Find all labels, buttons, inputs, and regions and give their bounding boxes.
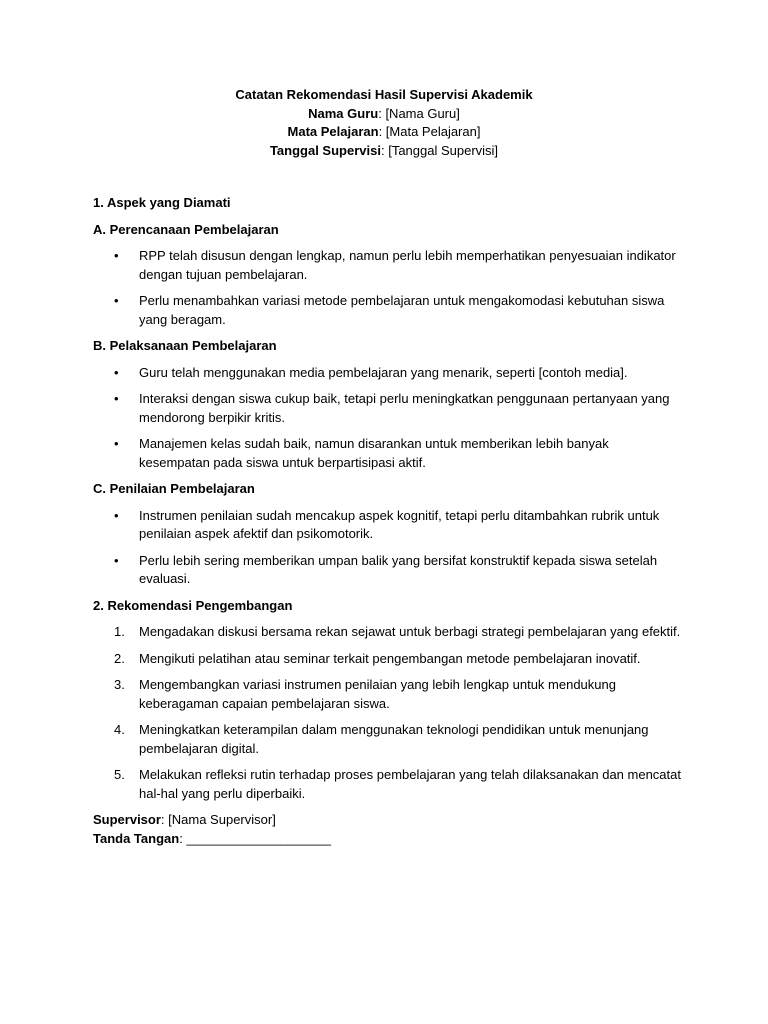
section-b-heading: B. Pelaksanaan Pembelajaran bbox=[93, 338, 277, 353]
document-header bbox=[0, 86, 768, 160]
teacher-label: Nama Guru bbox=[308, 105, 379, 121]
date-value: [Tanggal Supervisi] bbox=[388, 142, 499, 158]
bullet-icon: • bbox=[114, 552, 119, 568]
date-label: Tanggal Supervisi bbox=[269, 142, 381, 158]
bullet-icon: • bbox=[114, 436, 119, 451]
list-number: 4. bbox=[114, 722, 125, 737]
list-item bbox=[93, 650, 683, 669]
supervisor-line: Supervisor: [Nama Supervisor] bbox=[93, 812, 276, 827]
list-number: 1. bbox=[114, 624, 125, 639]
date-line: Tanggal Supervisi: [Tanggal Supervisi] bbox=[269, 142, 499, 158]
document-body bbox=[93, 194, 683, 848]
list-item bbox=[93, 247, 683, 284]
recommendation-list bbox=[93, 623, 683, 803]
list-item-text: Melakukan refleksi rutin terhadap proses pembelajaran yang telah dilaksanakan dan mencatat hal-hal yang perlu diperbaiki. bbox=[139, 767, 681, 801]
bullet-icon: • bbox=[114, 391, 119, 406]
list-number: 3. bbox=[114, 677, 125, 692]
section-b-list bbox=[93, 364, 683, 473]
bullet-icon: • bbox=[114, 293, 119, 308]
list-item bbox=[93, 364, 683, 383]
list-item-text: Meningkatkan keterampilan dalam menggunakan teknologi pendidikan untuk menunjang pembelajaran digital. bbox=[139, 722, 649, 756]
teacher-value: [Nama Guru] bbox=[385, 105, 460, 121]
list-number: 2. bbox=[114, 650, 125, 666]
signature-label: Tanda Tangan bbox=[93, 830, 180, 846]
bullet-icon: • bbox=[114, 364, 119, 380]
subject-value: [Mata Pelajaran] bbox=[385, 124, 481, 139]
document-title: Catatan Rekomendasi Hasil Supervisi Akademik bbox=[235, 87, 533, 102]
list-item bbox=[93, 292, 683, 329]
teacher-line: Nama Guru: [Nama Guru] bbox=[308, 105, 460, 121]
supervisor-value: [Nama Supervisor] bbox=[168, 812, 276, 827]
list-item-text: RPP telah disusun dengan lengkap, namun perlu lebih memperhatikan penyesuaian indikator dengan tujuan pembelajaran. bbox=[139, 248, 676, 282]
bullet-icon: • bbox=[114, 507, 119, 523]
list-item-text: Instrumen penilaian sudah mencakup aspek kognitif, tetapi perlu ditambahkan rubrik untuk penilaian aspek afektif dan psikomotorik. bbox=[139, 507, 660, 541]
list-item-text: Perlu lebih sering memberikan umpan balik yang bersifat konstruktif kepada siswa setelah evaluasi. bbox=[139, 552, 658, 586]
list-item bbox=[93, 552, 683, 589]
section-2-heading: 2. Rekomendasi Pengembangan bbox=[93, 597, 293, 613]
subject-label: Mata Pelajaran bbox=[287, 124, 379, 139]
list-item bbox=[93, 676, 683, 713]
list-item bbox=[93, 435, 683, 472]
list-item-text: Mengadakan diskusi bersama rekan sejawat untuk berbagi strategi pembelajaran yang efektif. bbox=[139, 624, 681, 639]
list-item bbox=[93, 721, 683, 758]
subject-line: Mata Pelajaran: [Mata Pelajaran] bbox=[287, 124, 481, 139]
list-item-text: Perlu menambahkan variasi metode pembelajaran untuk mengakomodasi kebutuhan siswa yang beragam. bbox=[139, 293, 665, 327]
list-item-text: Guru telah menggunakan media pembelajaran yang menarik, seperti [contoh media]. bbox=[139, 364, 628, 380]
section-c-heading: C. Penilaian Pembelajaran bbox=[93, 481, 255, 496]
section-a-list bbox=[93, 247, 683, 329]
list-number: 5. bbox=[114, 767, 125, 782]
list-item-text: Mengembangkan variasi instrumen penilaian yang lebih lengkap untuk mendukung keberagaman capaian pembelajaran siswa. bbox=[139, 677, 616, 711]
section-c-list bbox=[93, 507, 683, 589]
list-item bbox=[93, 390, 683, 427]
section-a-heading: A. Perencanaan Pembelajaran bbox=[93, 221, 279, 237]
list-item-text: Interaksi dengan siswa cukup baik, tetapi perlu meningkatkan penggunaan pertanyaan yang mendorong berpikir kritis. bbox=[139, 391, 670, 425]
supervisor-label: Supervisor bbox=[93, 812, 161, 827]
bullet-icon: • bbox=[114, 248, 119, 263]
list-item bbox=[93, 766, 683, 803]
list-item bbox=[93, 623, 683, 642]
list-item bbox=[93, 507, 683, 544]
list-item-text: Mengikuti pelatihan atau seminar terkait pengembangan metode pembelajaran inovatif. bbox=[139, 650, 641, 666]
section-1-heading: 1. Aspek yang Diamati bbox=[93, 195, 231, 210]
signature-line: Tanda Tangan: ____________________ bbox=[93, 830, 332, 846]
signature-value: ____________________ bbox=[186, 830, 332, 846]
list-item-text: Manajemen kelas sudah baik, namun disarankan untuk memberikan lebih banyak kesempatan pada siswa untuk berpartisipasi aktif. bbox=[139, 436, 609, 470]
